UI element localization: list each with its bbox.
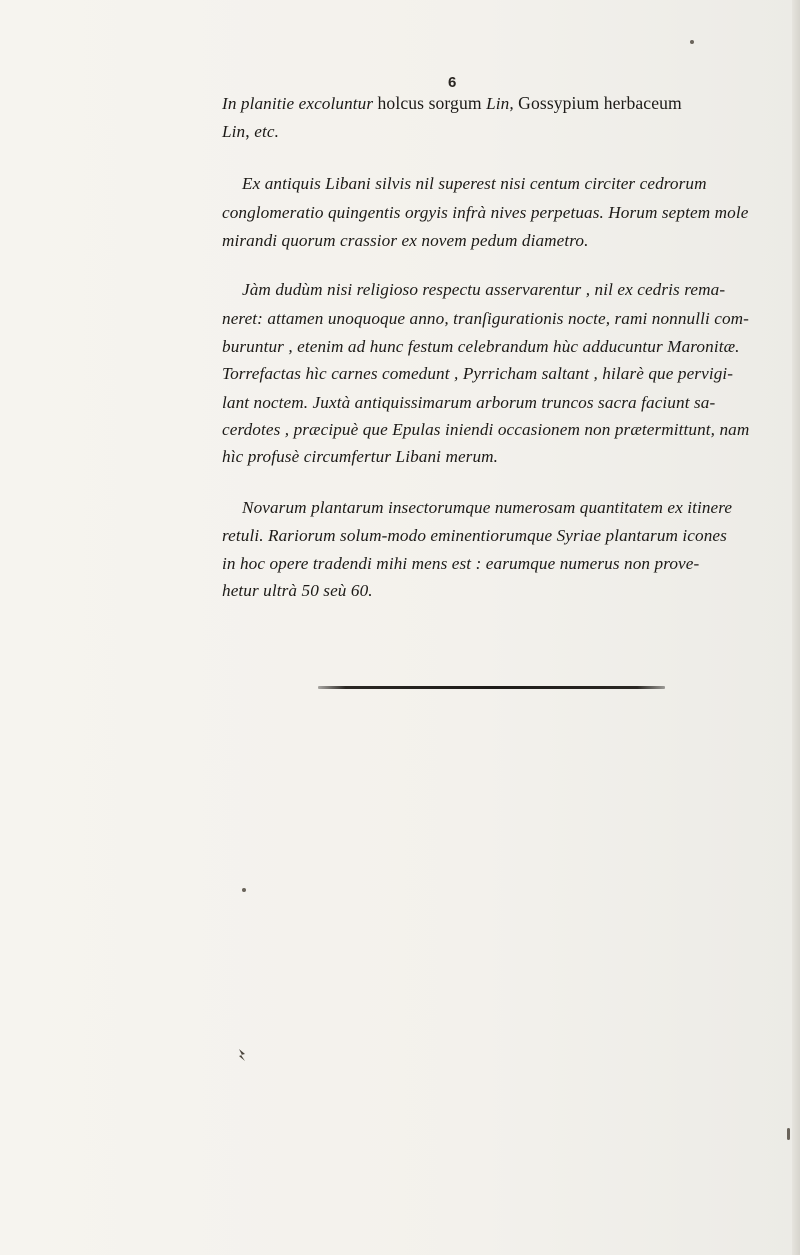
text-line bbox=[222, 419, 749, 441]
paper-speck bbox=[787, 1128, 790, 1140]
page-edge-shadow bbox=[792, 0, 800, 1255]
text-line bbox=[222, 308, 749, 330]
text-run: in hoc opere tradendi mihi mens est : earumque numerus non prove- bbox=[222, 554, 700, 573]
text-line bbox=[222, 363, 733, 385]
text-line bbox=[222, 553, 699, 575]
text-run: etc. bbox=[254, 122, 279, 141]
text-line bbox=[222, 446, 498, 468]
text-line bbox=[242, 173, 707, 195]
text-run: holcus sorgum bbox=[377, 93, 487, 113]
text-run: Lin, bbox=[486, 94, 519, 113]
text-run: Ex antiquis Libani silvis nil superest nisi centum circiter cedrorum bbox=[242, 174, 707, 193]
ornament-mark bbox=[237, 1048, 247, 1062]
text-run: lant noctem. Juxtà antiquissimarum arborum truncos sacra faciunt sa- bbox=[222, 393, 716, 412]
text-line bbox=[222, 392, 715, 414]
text-run: hetur ultrà 50 seù 60. bbox=[222, 581, 373, 600]
paper-speck bbox=[690, 40, 694, 44]
text-line bbox=[242, 497, 732, 519]
text-line bbox=[222, 230, 589, 252]
text-run: neret: attamen unoquoque anno, tranſigurationis nocte, rami nonnulli com- bbox=[222, 309, 750, 328]
text-line bbox=[242, 279, 725, 301]
text-run: hìc profusè circumfertur Libani merum. bbox=[222, 447, 499, 466]
text-run: Novarum plantarum insectorumque numerosam quantitatem ex itinere bbox=[242, 498, 733, 517]
text-line bbox=[222, 525, 727, 547]
text-run: retuli. Rariorum solum-modo eminentiorumque Syriae plantarum icones bbox=[222, 526, 727, 545]
text-line bbox=[222, 336, 740, 358]
page-number: 6 bbox=[448, 74, 457, 91]
section-divider-rule bbox=[318, 686, 665, 689]
text-run: mirandi quorum crassior ex novem pedum diametro. bbox=[222, 231, 589, 250]
text-run: Torrefactas hìc carnes comedunt , Pyrricham saltant , hilarè que pervigi- bbox=[222, 364, 734, 383]
text-run: buruntur , etenim ad hunc festum celebrandum hùc adducuntur Maronitæ. bbox=[222, 337, 740, 356]
text-run: Jàm dudùm nisi religioso respectu asservarentur , nil ex cedris rema- bbox=[242, 280, 726, 299]
text-line bbox=[222, 120, 279, 143]
text-run: cerdotes , præcipuè que Epulas iniendi occasionem non prætermittunt, nam bbox=[222, 420, 750, 439]
paper-speck bbox=[242, 888, 246, 892]
text-line bbox=[222, 580, 373, 602]
text-line bbox=[222, 202, 748, 224]
text-run: In planitie excoluntur bbox=[222, 94, 378, 113]
text-run: Gossypium herbaceum bbox=[518, 93, 682, 113]
text-run: Lin bbox=[222, 122, 246, 141]
text-line bbox=[222, 92, 682, 115]
text-run: conglomeratio quingentis orgyis infrà nives perpetuas. Horum septem mole bbox=[222, 203, 749, 222]
text-run: , bbox=[245, 121, 255, 141]
